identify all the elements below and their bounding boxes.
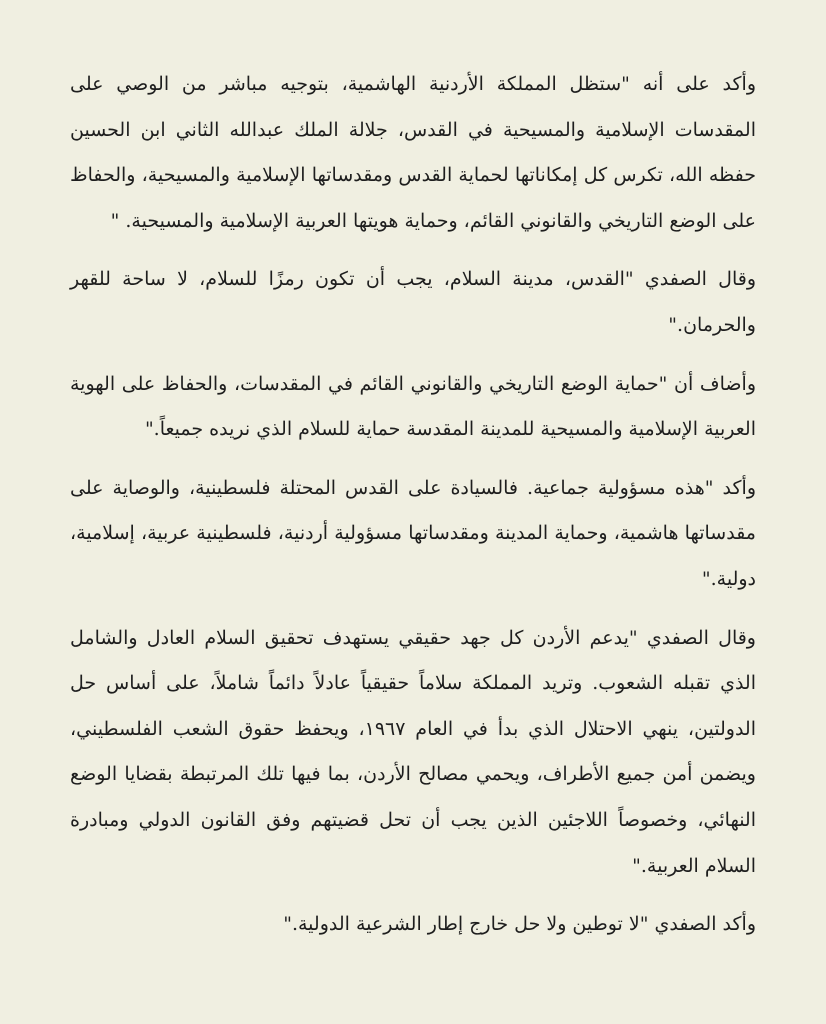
paragraph-collective-responsibility: وأكد "هذه مسؤولية جماعية. فالسيادة على القدس المحتلة فلسطينية، والوصاية على مقدساتها هاشمية، وحماية المدينة ومقدساتها مسؤولية أردنية، فلسطينية عربية، إسلامية، دولية." xyxy=(70,476,756,590)
paragraph-international-legitimacy: وأكد الصفدي "لا توطين ولا حل خارج إطار الشرعية الدولية." xyxy=(283,913,756,936)
paragraph-custodianship: وأكد على أنه "ستظل المملكة الأردنية الهاشمية، بتوجيه مباشر من الوصي على المقدسات الإسلامية والمسيحية في القدس، جلالة الملك عبدالله الثاني ابن الحسين حفظه الله، تكرس كل إمكاناتها لحماية القدس ومقدساتها الإسلامية والمسيحية، والحفاظ على الوضع التاريخي والقانوني القائم، وحماية هويتها العربية الإسلامية والمسيحية. " xyxy=(70,73,756,232)
paragraph-status-quo: وأضاف أن "حماية الوضع التاريخي والقانوني القائم في المقدسات، والحفاظ على الهوية العربية الإسلامية والمسيحية للمدينة المقدسة حماية للسلام الذي نريده جميعاً." xyxy=(70,372,756,441)
article-body xyxy=(70,62,756,961)
paragraph-two-state-solution: وقال الصفدي "يدعم الأردن كل جهد حقيقي يستهدف تحقيق السلام العادل والشامل الذي تقبله الشعوب. وتريد المملكة سلاماً حقيقياً عادلاً دائماً شاملاً، على أساس حل الدولتين، ينهي الاحتلال الذي بدأ في العام ١٩٦٧، ويحفظ حقوق الشعب الفلسطيني، ويضمن أمن جميع الأطراف، ويحمي مصالح الأردن، بما فيها تلك المرتبطة بقضايا الوضع النهائي، وخصوصاً اللاجئين الذين يجب أن تحل قضيتهم وفق القانون الدولي ومبادرة السلام العربية." xyxy=(70,626,757,877)
paragraph-city-of-peace: وقال الصفدي "القدس، مدينة السلام، يجب أن تكون رمزًا للسلام، لا ساحة للقهر والحرمان." xyxy=(70,268,756,336)
